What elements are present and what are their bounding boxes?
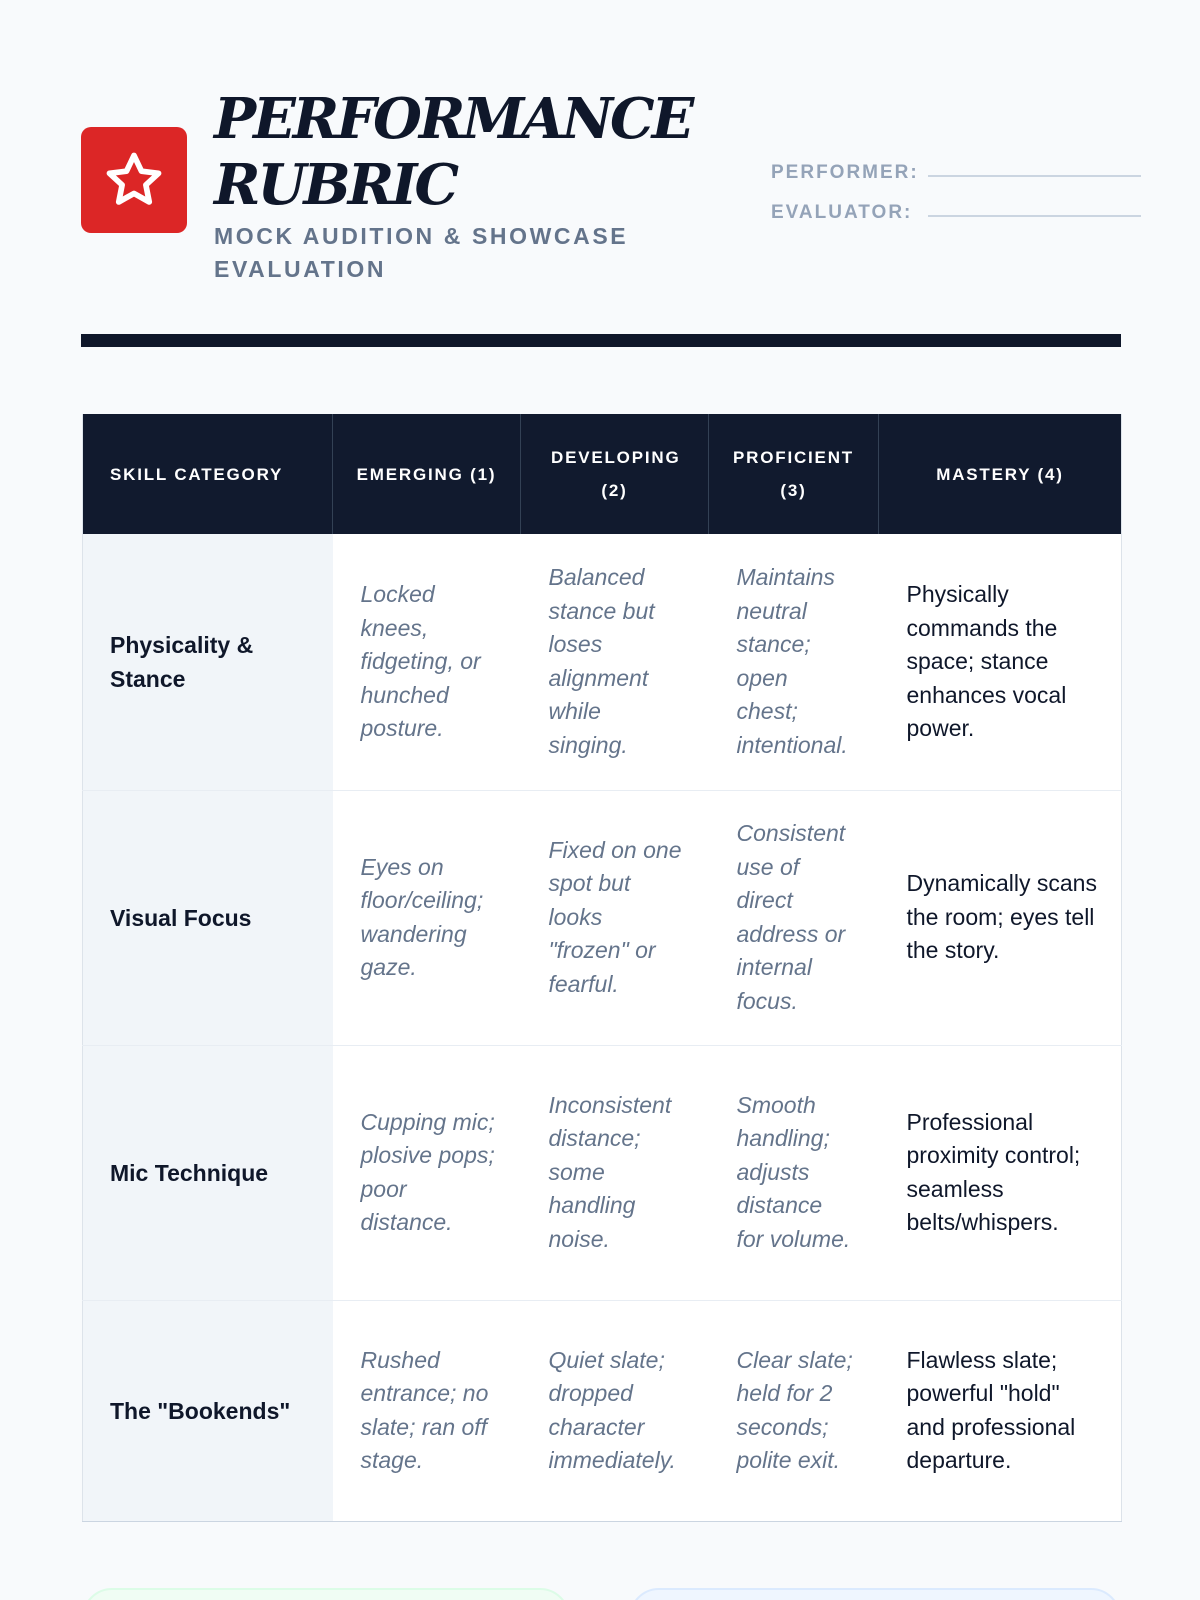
emerging-cell: Eyes on floor/ceiling; wandering gaze.	[333, 790, 521, 1045]
performer-input-line[interactable]	[928, 167, 1141, 177]
developing-cell: Quiet slate; dropped character immediately.	[521, 1300, 709, 1521]
evaluator-field	[771, 185, 1191, 225]
table-row	[83, 790, 1122, 1045]
mastery-cell: Dynamically scans the room; eyes tell the story.	[879, 790, 1122, 1045]
table-header-row	[83, 414, 1122, 534]
category-cell: Visual Focus	[83, 790, 333, 1045]
notes-card-blue	[629, 1588, 1121, 1600]
rubric-table	[82, 414, 1122, 1522]
column-header-skill-category: SKILL CATEGORY	[83, 414, 333, 534]
mastery-cell: Physically commands the space; stance enhances vocal power.	[879, 534, 1122, 790]
category-cell: Physicality & Stance	[83, 534, 333, 790]
column-header-mastery: MASTERY (4)	[879, 414, 1122, 534]
proficient-cell: Smooth handling; adjusts distance for volume.	[709, 1045, 879, 1300]
proficient-cell: Maintains neutral stance; open chest; intentional.	[709, 534, 879, 790]
evaluation-fields	[771, 145, 1191, 225]
column-header-emerging: EMERGING (1)	[333, 414, 521, 534]
notes-card-green	[82, 1588, 570, 1600]
logo-badge	[81, 127, 187, 233]
proficient-cell: Clear slate; held for 2 seconds; polite exit.	[709, 1300, 879, 1521]
column-header-developing: DEVELOPING (2)	[521, 414, 709, 534]
star-icon	[103, 149, 165, 211]
page-subtitle: MOCK AUDITION & SHOWCASE EVALUATION	[214, 223, 629, 282]
emerging-cell: Cupping mic; plosive pops; poor distance.	[333, 1045, 521, 1300]
emerging-cell: Locked knees, fidgeting, or hunched posture.	[333, 534, 521, 790]
column-header-proficient: PROFICIENT (3)	[709, 414, 879, 534]
header-divider	[81, 334, 1121, 347]
performer-label: PERFORMER:	[771, 162, 919, 183]
category-cell: The "Bookends"	[83, 1300, 333, 1521]
page-title: PERFORMANCE RUBRIC	[214, 86, 692, 218]
evaluator-label: EVALUATOR:	[771, 202, 913, 223]
table-row	[83, 534, 1122, 790]
evaluator-input-line[interactable]	[928, 207, 1141, 217]
mastery-cell: Flawless slate; powerful "hold" and professional departure.	[879, 1300, 1122, 1521]
performer-field	[771, 145, 1191, 185]
document-header	[81, 80, 1161, 300]
developing-cell: Balanced stance but loses alignment while singing.	[521, 534, 709, 790]
category-cell: Mic Technique	[83, 1045, 333, 1300]
table-row	[83, 1045, 1122, 1300]
proficient-cell: Consistent use of direct address or internal focus.	[709, 790, 879, 1045]
developing-cell: Inconsistent distance; some handling noise.	[521, 1045, 709, 1300]
developing-cell: Fixed on one spot but looks "frozen" or fearful.	[521, 790, 709, 1045]
emerging-cell: Rushed entrance; no slate; ran off stage.	[333, 1300, 521, 1521]
mastery-cell: Professional proximity control; seamless belts/whispers.	[879, 1045, 1122, 1300]
table-row	[83, 1300, 1122, 1521]
